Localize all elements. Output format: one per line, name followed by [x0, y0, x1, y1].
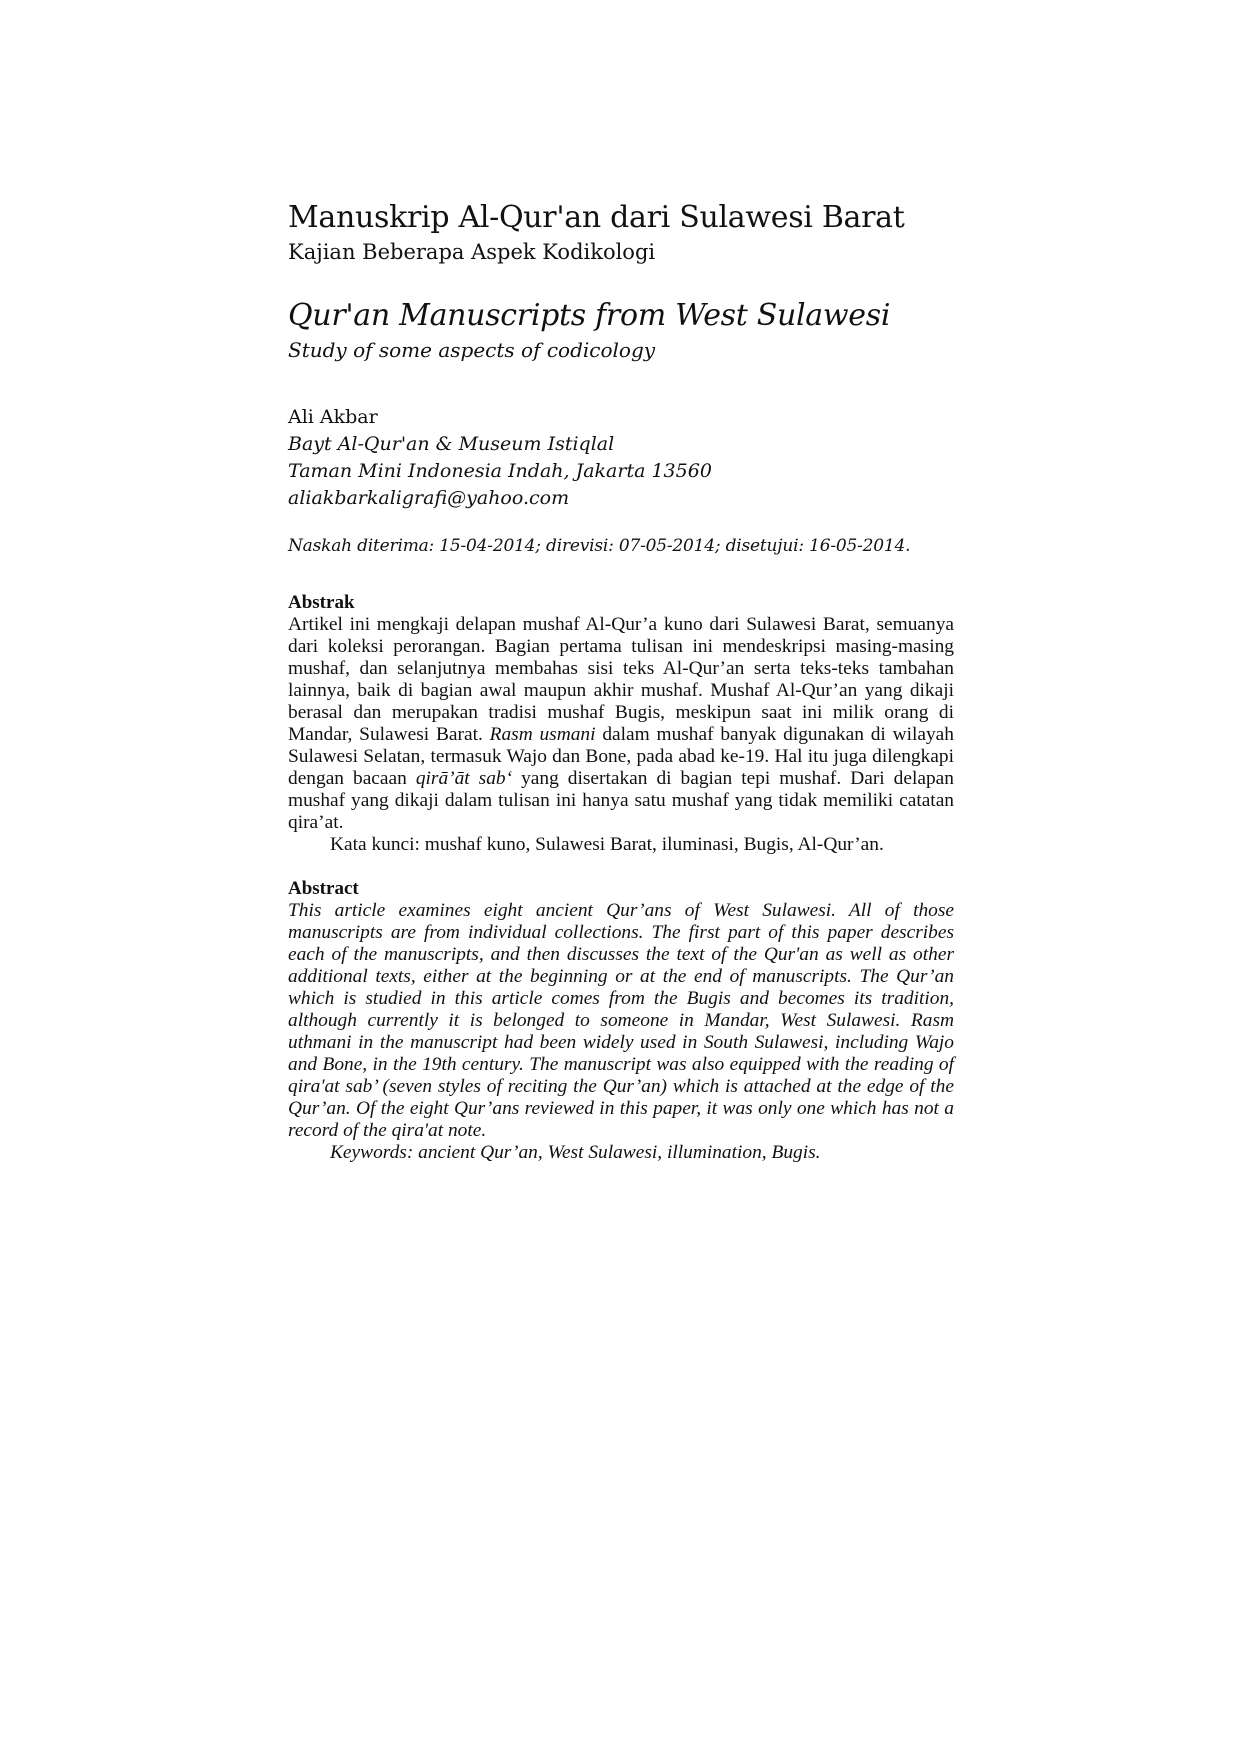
abstrak-italic-term-1: Rasm usmani [489, 724, 596, 745]
article-subtitle-english: Study of some aspects of codicology [288, 338, 656, 362]
abstrak-body [288, 614, 954, 834]
author-block [288, 404, 954, 512]
abstrak-text-part-1: Artikel ini mengkaji delapan mushaf Al-Qur’a kuno dari Sulawesi Barat, semuanya dari koleksi perorangan. Bagian pertama tulisan ini mendeskripsi masing-masing mushaf, dan selanjutnya membahas sisi teks Al-Qur’an serta teks-teks tambahan lainnya, baik di bagian awal maupun akhir mushaf. Mushaf Al-Qur’an yang dikaji berasal dan merupakan tradisi mushaf Bugis, meskipun saat ini milik orang di Mandar, Sulawesi Barat. [288, 614, 954, 745]
author-address: Taman Mini Indonesia Indah, Jakarta 13560 [288, 460, 712, 482]
abstract-heading: Abstract [288, 878, 359, 899]
article-title-indonesian: Manuskrip Al-Qur'an dari Sulawesi Barat [288, 200, 905, 235]
article-first-page [288, 200, 954, 1164]
abstrak-section [288, 592, 954, 856]
abstrak-heading: Abstrak [288, 592, 355, 613]
abstrak-italic-term-2: qirā’āt sab‘ [415, 768, 513, 789]
article-title-english: Qur'an Manuscripts from West Sulawesi [288, 298, 891, 333]
abstrak-text-part-2: dalam mushaf banyak digunakan di wilayah Sulawesi Selatan, termasuk Wajo dan Bone, pada abad ke-19. Hal itu juga dilengkapi dengan bacaan [288, 724, 954, 789]
author-name: Ali Akbar [288, 406, 378, 428]
article-subtitle-indonesian: Kajian Beberapa Aspek Kodikologi [288, 240, 656, 264]
abstract-keywords: Keywords: ancient Qur’an, West Sulawesi, illumination, Bugis. [330, 1142, 821, 1163]
abstract-body: This article examines eight ancient Qur’ans of West Sulawesi. All of those manuscripts are from individual collections. The first part of this paper describes each of the manuscripts, and then discusses the text of the Qur'an as well as other additional texts, either at the beginning or at the end of manuscripts. The Qur’an which is studied in this article comes from the Bugis and becomes its tradition, although currently it is belonged to someone in Mandar, West Sulawesi. Rasm uthmani in the manuscript had been widely used in South Sulawesi, including Wajo and Bone, in the 19th century. The manuscript was also equipped with the reading of qira'at sab’ (seven styles of reciting the Qur’an) which is attached at the edge of the Qur’an. Of the eight Qur’ans reviewed in this paper, it was only one which has not a record of the qira'at note. [288, 900, 954, 1141]
abstract-section [288, 878, 954, 1164]
author-email: aliakbarkaligrafi@yahoo.com [288, 487, 570, 509]
author-affiliation: Bayt Al-Qur'an & Museum Istiqlal [288, 433, 615, 455]
abstrak-keywords: Kata kunci: mushaf kuno, Sulawesi Barat, iluminasi, Bugis, Al-Qur’an. [330, 834, 884, 855]
abstrak-text-part-3: yang disertakan di bagian tepi mushaf. Dari delapan mushaf yang dikaji dalam tulisan ini hanya satu mushaf yang tidak memiliki catatan qira’at. [288, 768, 954, 833]
submission-dates: Naskah diterima: 15-04-2014; direvisi: 07-05-2014; disetujui: 16-05-2014. [288, 536, 911, 556]
